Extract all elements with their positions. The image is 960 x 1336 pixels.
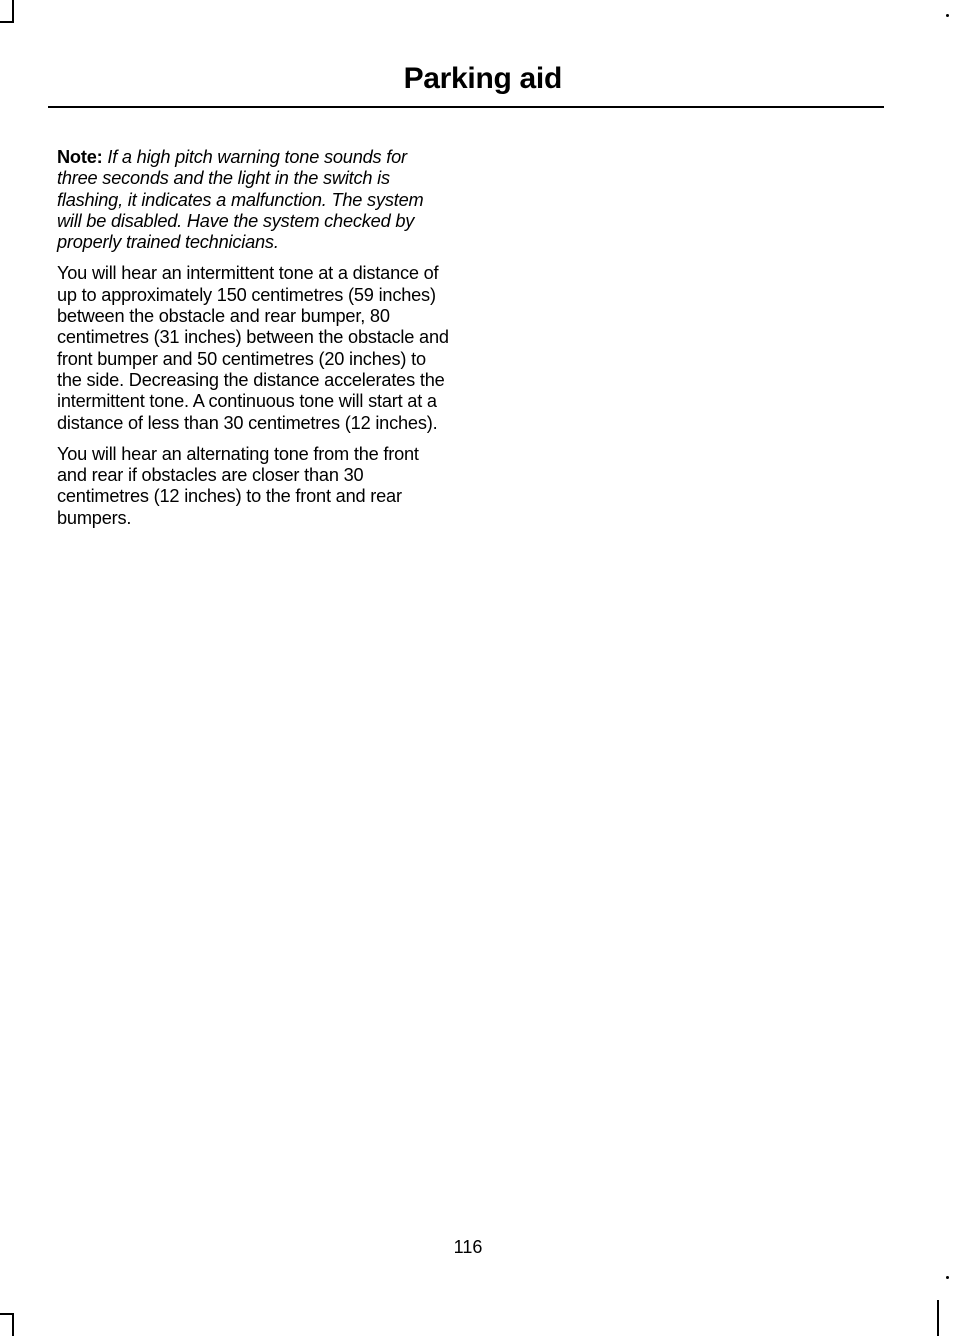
registration-dot-top-right	[946, 14, 949, 17]
body-paragraph-1: You will hear an intermittent tone at a distance of up to approximately 150 centimetres (59 inches) between the obstacle and rear bumper, 80 centimetres (31 inches) between the obstacle and front bumper and 50 centimetres (20 inches) to the side. Decreasing the distance accelerates the intermittent tone. A continuous tone will start at a distance of less than 30 centimetres (12 inches).	[57, 263, 449, 433]
crop-mark-top-left-horizontal	[0, 21, 14, 23]
main-text-column	[57, 147, 449, 539]
page-number: 116	[453, 1237, 483, 1257]
crop-mark-bottom-left-horizontal	[0, 1313, 14, 1315]
note-paragraph	[57, 147, 449, 253]
crop-mark-top-left-vertical	[12, 0, 14, 22]
registration-dot-bottom-right	[946, 1276, 949, 1279]
title-divider	[48, 106, 884, 108]
note-text: If a high pitch warning tone sounds for three seconds and the light in the switch is flashing, it indicates a malfunction. The system will be disabled. Have the system checked by properly trained technicians.	[57, 147, 424, 253]
crop-mark-bottom-right-vertical	[937, 1300, 939, 1336]
page-title: Parking aid	[403, 62, 562, 95]
note-label: Note:	[57, 147, 103, 167]
crop-mark-bottom-left-vertical	[12, 1314, 14, 1336]
body-paragraph-2: You will hear an alternating tone from the front and rear if obstacles are closer than 30 centimetres (12 inches) to the front and rear bumpers.	[57, 443, 419, 528]
